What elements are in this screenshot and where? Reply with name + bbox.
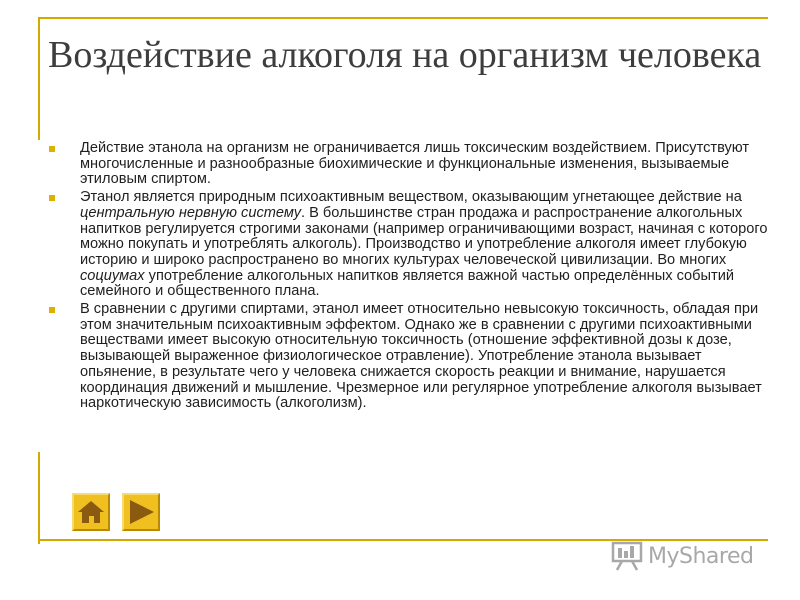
bullet-list bbox=[48, 141, 770, 414]
bullet-item bbox=[48, 190, 770, 300]
bullet-segment: В сравнении с другими спиртами, этанол имеет относительно невысокую токсичность, обладая при этом значительным психоактивным эффектом. Однако же в сравнении с другими психоактивными веществами имеет высокую относительную токсичность (отношение эффективной дозы к дозе, вызывающей выраженное физиологическое отравление). Употребление этанола вызывает опьянение, в результате чего у человека снижается скорость реакции и внимание, нарушается координация движений и мышление. Чрезмерное или регулярное употребление алкоголя вызывает наркотическую зависимость (алкоголизм). bbox=[80, 301, 762, 412]
home-icon bbox=[74, 495, 108, 529]
watermark bbox=[610, 538, 753, 574]
bullet-italic-segment: центральную нервную систему bbox=[80, 204, 302, 221]
bullet-segment: Этанол является природным психоактивным веществом, оказывающим угнетающее действие на bbox=[80, 189, 742, 206]
bullet-text bbox=[80, 189, 767, 299]
bullet-item bbox=[48, 302, 770, 412]
left-rule-top bbox=[38, 17, 40, 140]
left-rule-bottom bbox=[38, 452, 40, 544]
slide-title: Воздействие алкоголя на организм человека bbox=[48, 34, 762, 76]
bullet-segment: Действие этанола на организм не ограничивается лишь токсическим воздействием. Присутствуют многочисленные и разнообразные биохимические и функциональные изменения, вызываемые этиловым спиртом. bbox=[80, 140, 750, 188]
top-rule bbox=[38, 17, 768, 19]
bullet-segment: . В большинстве стран продажа и распространение алкогольных напитков регулируется строгими законами (например ограничивающими возраст, начиная с которого можно покупать и употреблять алкоголь). Производство и употребление алкоголя имеет глубокую историю и широко распространено во многих культурах человеческой цивилизации. Во многих bbox=[80, 204, 768, 268]
watermark-text: MyShared bbox=[648, 543, 754, 569]
bullet-item bbox=[48, 141, 770, 188]
bullet-text bbox=[80, 140, 749, 187]
bullet-text bbox=[80, 301, 762, 411]
bullet-segment: употребление алкогольных напитков является важной частью определённых событий семейного и общественного плана. bbox=[80, 267, 734, 300]
bullet-marker-icon bbox=[49, 307, 55, 313]
bullet-marker-icon bbox=[49, 146, 55, 152]
presentation-board-icon bbox=[610, 540, 644, 572]
home-button[interactable] bbox=[72, 493, 110, 531]
bullet-italic-segment: социумах bbox=[80, 267, 145, 284]
bullet-marker-icon bbox=[49, 195, 55, 201]
next-slide-button[interactable] bbox=[122, 493, 160, 531]
play-right-icon bbox=[124, 495, 158, 529]
